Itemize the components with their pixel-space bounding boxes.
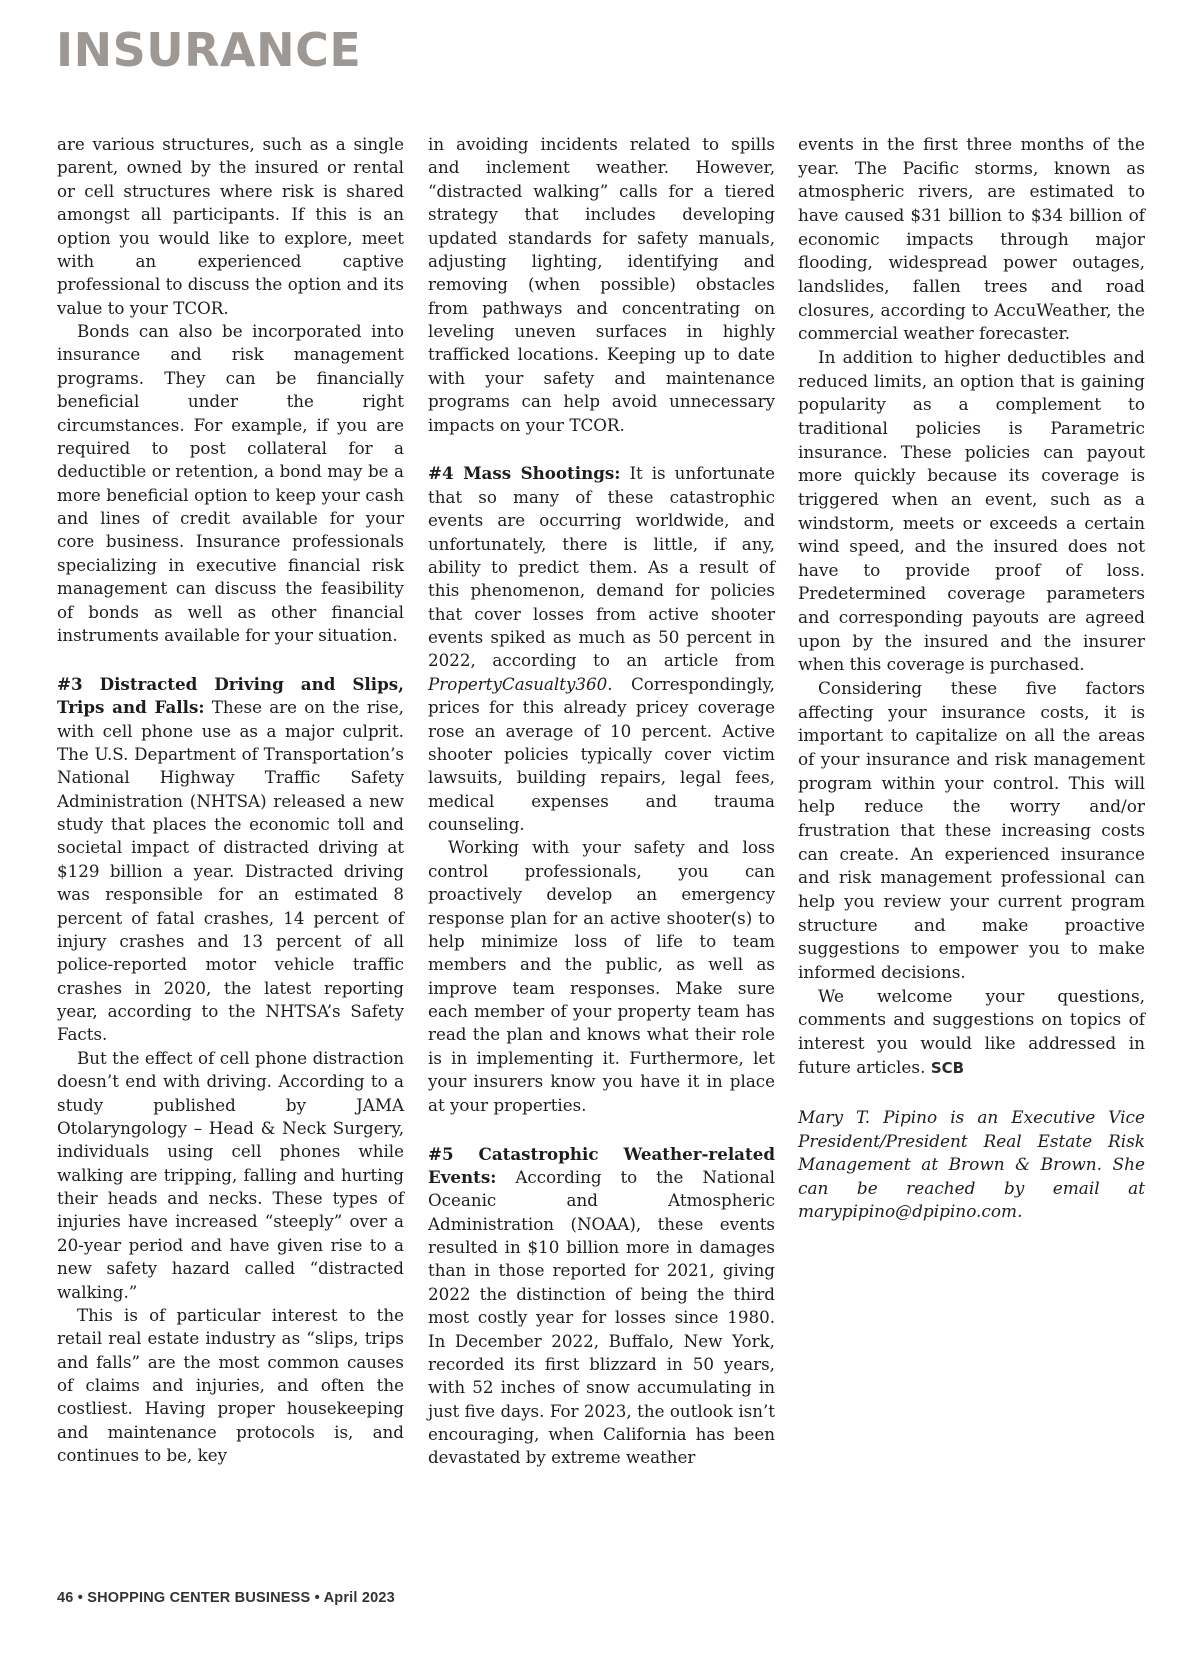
author-bio: Mary T. Pipino is an Executive Vice President/President Real Estate Risk Management at Brown & Brown. She can be reached by email at marypipino@dpipino.com. (798, 1106, 1145, 1222)
article-column-1 (57, 133, 404, 1468)
paragraph: Working with your safety and loss control professionals, you can proactively develop an emergency response plan for an active shooter(s) to help minimize loss of life to team members and the public, as well as improve team responses. Make sure each member of your property team has read the plan and knows what their role is in implementing it. Furthermore, let your insurers know you have it in place at your properties. (428, 837, 775, 1115)
paragraph: We welcome your questions, comments and suggestions on topics of interest you would like addressed in future articles. SCB (798, 985, 1145, 1077)
paragraph: events in the first three months of the year. The Pacific storms, known as atmospheric rivers, are estimated to have caused $31 billion to $34 billion of economic impacts through major flooding, widespread power outages, landslides, fallen trees and road closures, according to AccuWeather, the commercial weather forecaster. (798, 134, 1145, 344)
subheading-catastrophic-weather: #5 Catastrophic Weather-related Events: (428, 1143, 775, 1187)
paragraph: But the effect of cell phone distraction doesn’t end with driving. According to a study published by JAMA Otolaryngology – Head & Neck Surgery, individuals using cell phones while walking are tripping, falling and hurting their heads and necks. These types of injuries have increased “steeply” over a 20-year period and have given rise to a new safety hazard called “distracted walking.” (57, 1047, 404, 1302)
subheading-distracted-driving: #3 Distracted Driving and Slips, Trips and Falls: (57, 673, 404, 718)
article-column-3 (798, 133, 1145, 1224)
subheading-mass-shootings: #4 Mass Shootings: (428, 463, 621, 484)
article-column-2 (428, 133, 775, 1470)
paragraph: are various structures, such as a single parent, owned by the insured or rental or cell structures where risk is shared amongst all participants. If this is an option you would like to explore, meet with an experienced captive professional to discuss the option and its value to your TCOR. (57, 134, 404, 318)
paragraph: #3 Distracted Driving and Slips, Trips and Falls: These are on the rise, with cell phone use as a major culprit. The U.S. Department of Transportation’s National Highway Traffic Safety Administration (NHTSA) released a new study that places the economic toll and societal impact of distracted driving at $129 billion a year. Distracted driving was responsible for an estimated 8 percent of fatal crashes, 14 percent of injury crashes and 13 percent of all police-reported motor vehicle traffic crashes in 2020, the latest reporting year, according to the NHTSA’s Safety Facts. (57, 673, 404, 1045)
paragraph: #4 Mass Shootings: It is unfortunate that so many of these catastrophic events are occurring worldwide, and unfortunately, there is little, if any, ability to predict them. As a result of this phenomenon, demand for policies that cover losses from active shooter events spiked as much as 50 percent in 2022, according to an article from PropertyCasualty360. Correspondingly, prices for this already pricey coverage rose an average of 10 percent. Active shooter policies typically cover victim lawsuits, building repairs, legal fees, medical expenses and trauma counseling. (428, 463, 775, 835)
end-mark: SCB (930, 1058, 965, 1077)
paragraph: Considering these five factors affecting your insurance costs, it is important to capitalize on all the areas of your insurance and risk management program within your control. This will help reduce the worry and/or frustration that these increasing costs can create. An experienced insurance and risk management professional can help you review your current program structure and make proactive suggestions to empower you to make informed decisions. (798, 678, 1145, 982)
paragraph: #5 Catastrophic Weather-related Events: According to the National Oceanic and Atmospheric Administration (NOAA), these events resulted in $10 billion more in damages than in those reported for 2021, giving 2022 the distinction of being the third most costly year for losses since 1980. In December 2022, Buffalo, New York, recorded its first blizzard in 50 years, with 52 inches of snow accumulating in just five days. For 2023, the outlook isn’t encouraging, when California has been devastated by extreme weather (428, 1143, 775, 1468)
section-label: INSURANCE (56, 23, 362, 77)
paragraph: in avoiding incidents related to spills and inclement weather. However, “distracted walking” calls for a tiered strategy that includes developing updated standards for safety manuals, adjusting lighting, identifying and removing (when possible) obstacles from pathways and concentrating on leveling uneven surfaces in highly trafficked locations. Keeping up to date with your safety and maintenance programs can help avoid unnecessary impacts on your TCOR. (428, 134, 775, 435)
source-name: PropertyCasualty360 (428, 673, 608, 694)
paragraph: This is of particular interest to the retail real estate industry as “slips, trips and falls” are the most common causes of claims and injuries, and often the costliest. Having proper housekeeping and maintenance protocols is, and continues to be, key (57, 1304, 404, 1466)
paragraph: Bonds can also be incorporated into insurance and risk management programs. They can be financially beneficial under the right circumstances. For example, if you are required to post collateral for a deductible or retention, a bond may be a more beneficial option to keep your cash and lines of credit available for your core business. Insurance professionals specializing in executive financial risk management can discuss the feasibility of bonds as well as other financial instruments available for your situation. (57, 321, 404, 645)
page-footer: 46 • SHOPPING CENTER BUSINESS • April 2023 (57, 1590, 395, 1606)
paragraph: In addition to higher deductibles and reduced limits, an option that is gaining popularity as a complement to traditional policies is Parametric insurance. These policies can payout more quickly because its coverage is triggered when an event, such as a windstorm, meets or exceeds a certain wind speed, and the insured does not have to provide proof of loss. Predetermined coverage parameters and corresponding payouts are agreed upon by the insured and the insurer when this coverage is purchased. (798, 346, 1145, 675)
